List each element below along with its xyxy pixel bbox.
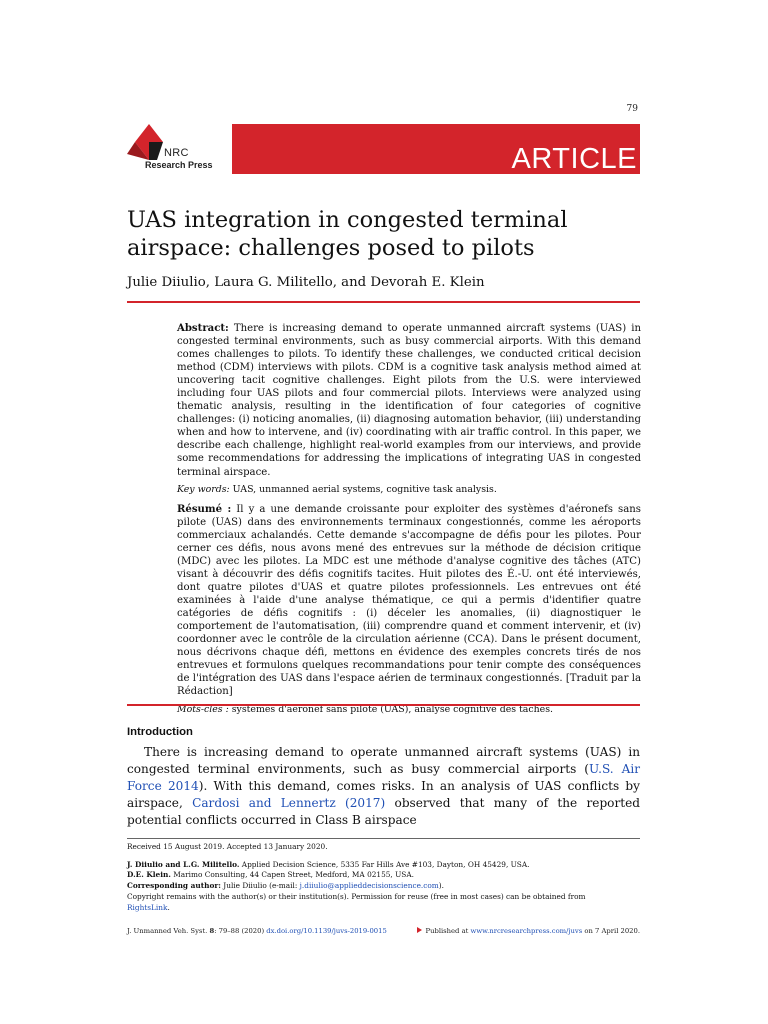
title-line-1: UAS integration in congested terminal [127, 207, 568, 233]
author-list: Julie Diiulio, Laura G. Militello, and Devorah E. Klein [127, 275, 485, 290]
journal-name: J. Unmanned Veh. Syst. [127, 927, 210, 935]
received-line: Received 15 August 2019. Accepted 13 January 2020. [127, 842, 328, 851]
title-divider [127, 301, 640, 303]
paper-title [127, 206, 647, 262]
introduction-heading: Introduction [127, 726, 193, 738]
abstract-text: There is increasing demand to operate unmanned aircraft systems (UAS) in congested terminal environments, such as busy commercial airports. With this demand comes challenges to pilots. To identify these challenges, we conducted critical decision method (CDM) interviews with pilots. CDM is a cognitive task analysis method aimed at uncovering tacit cognitive challenges. Eight pilots from the U.S. were interviewed including four UAS pilots and four commercial pilots. Interviews were analyzed using thematic analysis, resulting in the identification of four categories of cognitive challenges: (i) noticing anomalies, (ii) diagnosing automation behavior, (iii) understanding when and how to intervene, and (iv) coordinating with air traffic control. In this paper, we describe each challenge, highlight real-world examples from our interviews, and provide some recommendations for addressing the implications of integrating UAS in congested terminal airspace. [177, 323, 641, 478]
affiliation-2 [127, 870, 640, 881]
affiliation-1-text: Applied Decision Science, 5335 Far Hills Ave #103, Dayton, OH 45429, USA. [239, 859, 530, 869]
abstract-section [177, 322, 641, 716]
intro-text-3: observed that many of the reported potential conflicts occurred in Class B airspace [127, 796, 641, 827]
corresponding-label: Corresponding author: [127, 881, 221, 891]
affiliation-1-names: J. Diiulio and L.G. Militello. [127, 859, 240, 869]
article-label: ARTICLE [511, 143, 637, 175]
published-footer [417, 927, 640, 935]
corresponding-author [127, 881, 640, 892]
rightslink-line [127, 903, 640, 914]
logo-nrc-text: NRC [164, 147, 189, 159]
journal-url-link[interactable]: www.nrcresearchpress.com/juvs [470, 927, 583, 935]
doi-link[interactable]: dx.doi.org/10.1139/juvs-2019-0015 [266, 927, 387, 935]
logo-press-text: Research Press [145, 160, 213, 170]
nrc-logo [127, 124, 237, 176]
email-link[interactable]: j.diiulio@applieddecisionscience.com [299, 881, 439, 891]
intro-text-2: ). With this demand, comes risks. In an analysis of UAS conflicts by airspace, [127, 779, 640, 810]
journal-volume: 8 [209, 927, 215, 935]
journal-pages: : 79–88 (2020) [214, 927, 267, 935]
published-date: on 7 April 2020. [582, 927, 640, 935]
affiliation-2-text: Marimo Consulting, 44 Capen Street, Medford, MA 02155, USA. [170, 870, 414, 880]
corresponding-text: Julie Diiulio (e-mail: [220, 881, 300, 891]
page-number: 79 [626, 104, 638, 114]
affiliation-1 [127, 860, 640, 871]
article-banner [232, 124, 640, 174]
published-label: Published at [425, 927, 471, 935]
footnotes [127, 842, 640, 913]
citation-link-usaf[interactable]: U.S. Air Force 2014 [127, 762, 641, 793]
introduction-paragraph [127, 744, 640, 829]
keywords-line [177, 483, 641, 496]
citation-link-cardosi[interactable]: Cardosi and Lennertz (2017) [192, 796, 386, 810]
keywords-text: UAS, unmanned aerial systems, cognitive task analysis. [229, 483, 497, 495]
resume-label: Résumé : [177, 502, 232, 515]
citation-footer [127, 927, 387, 935]
abstract-paragraph [177, 322, 641, 479]
mots-cles-text: systèmes d'aéronef sans pilote (UAS), analyse cognitive des tâches. [228, 704, 554, 716]
corresponding-end: ). [438, 881, 444, 891]
keywords-label: Key words: [177, 483, 230, 495]
resume-paragraph [177, 503, 641, 699]
copyright-line: Copyright remains with the author(s) or their institution(s). Permission for reuse (free in most cases) can be obtained from [127, 891, 586, 901]
abstract-divider [127, 704, 640, 706]
nrc-leaf-icon [127, 124, 167, 164]
abstract-label: Abstract: [177, 322, 229, 334]
title-line-2: airspace: challenges posed to pilots [127, 235, 535, 261]
intro-text-1: There is increasing demand to operate unmanned aircraft systems (UAS) in congested terminal environments, such as busy commercial airports ( [127, 745, 640, 776]
rightslink-link[interactable]: RightsLink [127, 902, 168, 912]
rightslink-period: . [167, 902, 170, 912]
published-arrow-icon [417, 927, 422, 933]
introduction-body [127, 744, 640, 829]
mots-cles-label: Mots-clés : [177, 704, 229, 716]
resume-text: Il y a une demande croissante pour exploiter des systèmes d'aéronefs sans pilote (UAS) dans des environnements terminaux congestionnés, comme les aéroports commerciaux achalandés. Cette demande s'accompagne de défis pour les pilotes. Pour cerner ces défis, nous avons mené des entrevues sur la méthode de décision critique (MDC) avec les pilotes. La MDC est une méthode d'analyse cognitive des tâches (ATC) visant à découvrir des défis cognitifs tacites. Huit pilotes des É.-U. ont été interviewés, dont quatre pilotes d'UAS et quatre pilotes professionnels. Les entrevues ont été examinées à l'aide d'une analyse thématique, ce qui a permis d'identifier quatre catégories de défis cognitifs : (i) déceler les anomalies, (ii) diagnostiquer le comportement de l'automatisation, (iii) comprendre quand et comment intervenir, et (iv) coordonner avec le contrôle de la circulation aérienne (CCA). Dans le présent document, nous décrivons chaque défi, mettons en évidence des exemples concrets tirés de nos entrevues et formulons quelques recommandations pour tenir compte des conséquences de l'intégration des UAS dans l'espace aérien de terminaux congestionnés. [Traduit par la Rédaction] [177, 503, 641, 698]
affiliation-2-names: D.E. Klein. [127, 870, 171, 880]
footnote-divider [127, 838, 640, 839]
